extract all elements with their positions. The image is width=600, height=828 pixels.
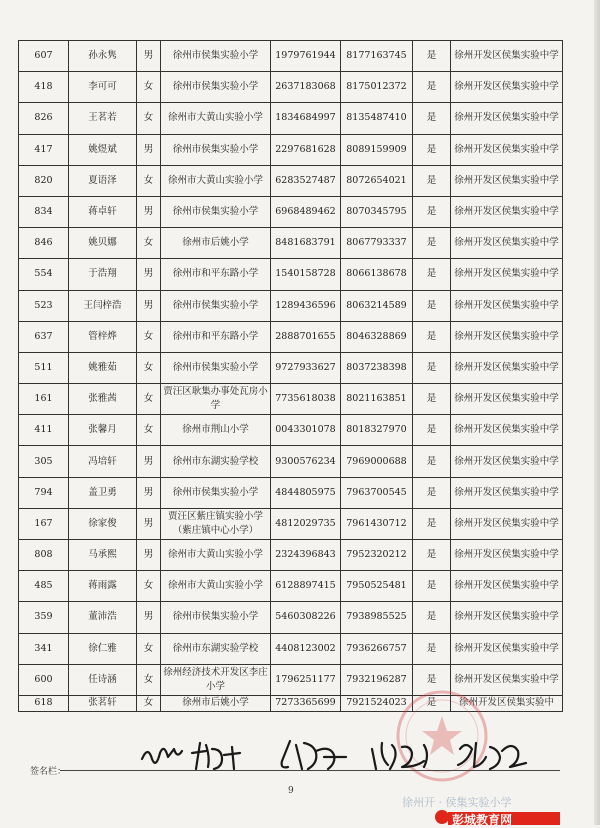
table-row bbox=[19, 384, 563, 415]
qualified-flag-cell: 是 bbox=[413, 259, 451, 290]
student-name-cell: 姚雅茹 bbox=[69, 352, 137, 383]
exam-number-cell: 9300576234 bbox=[271, 446, 341, 477]
student-id-cell: 794 bbox=[19, 477, 69, 508]
student-gender-cell: 女 bbox=[137, 321, 161, 352]
student-name-cell: 董沛浩 bbox=[69, 602, 137, 633]
score-code-cell: 7936266757 bbox=[341, 633, 413, 664]
student-id-cell: 637 bbox=[19, 321, 69, 352]
admitted-school-cell: 徐州开发区侯集实验中学 bbox=[451, 290, 563, 321]
primary-school-cell: 徐州经济技术开发区李庄小学 bbox=[161, 664, 271, 695]
table-row bbox=[19, 321, 563, 352]
student-id-cell: 485 bbox=[19, 571, 69, 602]
student-name-cell: 盖卫勇 bbox=[69, 477, 137, 508]
student-gender-cell: 女 bbox=[137, 415, 161, 446]
student-gender-cell: 女 bbox=[137, 633, 161, 664]
student-id-cell: 167 bbox=[19, 508, 69, 539]
exam-number-cell: 4844805975 bbox=[271, 477, 341, 508]
admitted-school-cell: 徐州开发区侯集实验中学 bbox=[451, 259, 563, 290]
student-name-cell: 徐家俊 bbox=[69, 508, 137, 539]
qualified-flag-cell: 是 bbox=[413, 321, 451, 352]
table-row bbox=[19, 540, 563, 571]
student-gender-cell: 男 bbox=[137, 196, 161, 227]
watermark-faint-text: 徐州开 · 侯集实验小学 bbox=[402, 796, 512, 809]
table-row bbox=[19, 633, 563, 664]
student-id-cell: 417 bbox=[19, 134, 69, 165]
table-row bbox=[19, 196, 563, 227]
exam-number-cell: 0043301078 bbox=[271, 415, 341, 446]
student-gender-cell: 女 bbox=[137, 695, 161, 711]
student-gender-cell: 男 bbox=[137, 477, 161, 508]
qualified-flag-cell: 是 bbox=[413, 384, 451, 415]
table-row bbox=[19, 134, 563, 165]
student-gender-cell: 男 bbox=[137, 259, 161, 290]
student-id-cell: 411 bbox=[19, 415, 69, 446]
student-name-cell: 王茗若 bbox=[69, 103, 137, 134]
student-gender-cell: 男 bbox=[137, 540, 161, 571]
student-name-cell: 张馨月 bbox=[69, 415, 137, 446]
page-edge bbox=[594, 0, 600, 825]
admitted-school-cell: 徐州开发区侯集实验中学 bbox=[451, 571, 563, 602]
admitted-school-cell: 徐州开发区侯集实验中学 bbox=[451, 41, 563, 72]
student-gender-cell: 男 bbox=[137, 602, 161, 633]
student-name-cell: 蒋卓轩 bbox=[69, 196, 137, 227]
qualified-flag-cell: 是 bbox=[413, 477, 451, 508]
student-gender-cell: 女 bbox=[137, 352, 161, 383]
table-row bbox=[19, 602, 563, 633]
exam-number-cell: 7735618038 bbox=[271, 384, 341, 415]
primary-school-cell: 徐州市和平东路小学 bbox=[161, 321, 271, 352]
primary-school-cell: 贾汪区耿集办事处瓦房小学 bbox=[161, 384, 271, 415]
qualified-flag-cell: 是 bbox=[413, 508, 451, 539]
table-row bbox=[19, 415, 563, 446]
exam-number-cell: 2637183068 bbox=[271, 72, 341, 103]
score-code-cell: 8046328869 bbox=[341, 321, 413, 352]
primary-school-cell: 徐州市侯集实验小学 bbox=[161, 290, 271, 321]
student-gender-cell: 女 bbox=[137, 228, 161, 259]
admitted-school-cell: 徐州开发区侯集实验中学 bbox=[451, 321, 563, 352]
student-gender-cell: 女 bbox=[137, 664, 161, 695]
score-code-cell: 8063214589 bbox=[341, 290, 413, 321]
primary-school-cell: 徐州市侯集实验小学 bbox=[161, 477, 271, 508]
student-id-cell: 161 bbox=[19, 384, 69, 415]
student-gender-cell: 男 bbox=[137, 134, 161, 165]
student-name-cell: 王闫梓浩 bbox=[69, 290, 137, 321]
exam-number-cell: 9727933627 bbox=[271, 352, 341, 383]
admitted-school-cell: 徐州开发区侯集实验中学 bbox=[451, 352, 563, 383]
exam-number-cell: 1540158728 bbox=[271, 259, 341, 290]
score-code-cell: 7938985525 bbox=[341, 602, 413, 633]
signature-line bbox=[60, 770, 560, 771]
student-name-cell: 张雅茜 bbox=[69, 384, 137, 415]
table-row bbox=[19, 72, 563, 103]
qualified-flag-cell: 是 bbox=[413, 228, 451, 259]
admitted-school-cell: 徐州开发区侯集实验中学 bbox=[451, 384, 563, 415]
admitted-school-cell: 徐州开发区侯集实验中学 bbox=[451, 602, 563, 633]
student-name-cell: 管梓烨 bbox=[69, 321, 137, 352]
student-gender-cell: 男 bbox=[137, 508, 161, 539]
exam-number-cell: 2297681628 bbox=[271, 134, 341, 165]
admitted-school-cell: 徐州开发区侯集实验中学 bbox=[451, 196, 563, 227]
exam-number-cell: 4812029735 bbox=[271, 508, 341, 539]
score-code-cell: 8070345795 bbox=[341, 196, 413, 227]
table-row bbox=[19, 571, 563, 602]
score-code-cell: 8177163745 bbox=[341, 41, 413, 72]
primary-school-cell: 贾汪区紫庄镇实验小学（紫庄镇中心小学） bbox=[161, 508, 271, 539]
student-name-cell: 张茗轩 bbox=[69, 695, 137, 711]
score-code-cell: 8135487410 bbox=[341, 103, 413, 134]
primary-school-cell: 徐州市东湖实验学校 bbox=[161, 446, 271, 477]
page-number: 9 bbox=[288, 786, 294, 796]
admitted-school-cell: 徐州开发区侯集实验中学 bbox=[451, 165, 563, 196]
score-code-cell: 7921524023 bbox=[341, 695, 413, 711]
table-row bbox=[19, 477, 563, 508]
student-gender-cell: 女 bbox=[137, 384, 161, 415]
exam-number-cell: 8481683791 bbox=[271, 228, 341, 259]
exam-number-cell: 6283527487 bbox=[271, 165, 341, 196]
student-gender-cell: 男 bbox=[137, 41, 161, 72]
score-code-cell: 8089159909 bbox=[341, 134, 413, 165]
table-row bbox=[19, 446, 563, 477]
table-row bbox=[19, 165, 563, 196]
score-code-cell: 7969000688 bbox=[341, 446, 413, 477]
admitted-school-cell: 徐州开发区侯集实验中学 bbox=[451, 72, 563, 103]
qualified-flag-cell: 是 bbox=[413, 72, 451, 103]
student-id-cell: 359 bbox=[19, 602, 69, 633]
admitted-school-cell: 徐州开发区侯集实验中学 bbox=[451, 540, 563, 571]
primary-school-cell: 徐州市侯集实验小学 bbox=[161, 602, 271, 633]
qualified-flag-cell: 是 bbox=[413, 633, 451, 664]
qualified-flag-cell: 是 bbox=[413, 134, 451, 165]
student-gender-cell: 女 bbox=[137, 103, 161, 134]
admitted-school-cell: 徐州开发区侯集实验中学 bbox=[451, 664, 563, 695]
score-code-cell: 8175012372 bbox=[341, 72, 413, 103]
score-code-cell: 8072654021 bbox=[341, 165, 413, 196]
student-id-cell: 846 bbox=[19, 228, 69, 259]
primary-school-cell: 徐州市大黄山实验小学 bbox=[161, 165, 271, 196]
primary-school-cell: 徐州市侯集实验小学 bbox=[161, 196, 271, 227]
student-roster-table bbox=[18, 40, 563, 712]
exam-number-cell: 1289436596 bbox=[271, 290, 341, 321]
student-id-cell: 341 bbox=[19, 633, 69, 664]
table-row bbox=[19, 259, 563, 290]
watermark-brand: 彭城教育网 bbox=[452, 813, 513, 827]
student-name-cell: 夏语泽 bbox=[69, 165, 137, 196]
score-code-cell: 7932196287 bbox=[341, 664, 413, 695]
score-code-cell: 7950525481 bbox=[341, 571, 413, 602]
admitted-school-cell: 徐州开发区侯集实验中学 bbox=[451, 446, 563, 477]
primary-school-cell: 徐州市侯集实验小学 bbox=[161, 134, 271, 165]
qualified-flag-cell: 是 bbox=[413, 695, 451, 711]
student-id-cell: 618 bbox=[19, 695, 69, 711]
student-name-cell: 李可可 bbox=[69, 72, 137, 103]
qualified-flag-cell: 是 bbox=[413, 165, 451, 196]
admitted-school-cell: 徐州开发区侯集实验中学 bbox=[451, 415, 563, 446]
student-name-cell: 姚煜斌 bbox=[69, 134, 137, 165]
qualified-flag-cell: 是 bbox=[413, 290, 451, 321]
qualified-flag-cell: 是 bbox=[413, 41, 451, 72]
primary-school-cell: 徐州市侯集实验小学 bbox=[161, 72, 271, 103]
student-name-cell: 冯培轩 bbox=[69, 446, 137, 477]
qualified-flag-cell: 是 bbox=[413, 602, 451, 633]
exam-number-cell: 5460308226 bbox=[271, 602, 341, 633]
student-name-cell: 于浩翔 bbox=[69, 259, 137, 290]
signature-field-label: 签名栏： bbox=[30, 767, 67, 777]
primary-school-cell: 徐州市后姚小学 bbox=[161, 695, 271, 711]
qualified-flag-cell: 是 bbox=[413, 352, 451, 383]
qualified-flag-cell: 是 bbox=[413, 446, 451, 477]
exam-number-cell: 1834684997 bbox=[271, 103, 341, 134]
score-code-cell: 8066138678 bbox=[341, 259, 413, 290]
table-row bbox=[19, 508, 563, 539]
student-name-cell: 蒋雨露 bbox=[69, 571, 137, 602]
student-id-cell: 554 bbox=[19, 259, 69, 290]
student-name-cell: 姚贝娜 bbox=[69, 228, 137, 259]
student-id-cell: 834 bbox=[19, 196, 69, 227]
student-id-cell: 305 bbox=[19, 446, 69, 477]
student-id-cell: 808 bbox=[19, 540, 69, 571]
qualified-flag-cell: 是 bbox=[413, 571, 451, 602]
primary-school-cell: 徐州市侯集实验小学 bbox=[161, 41, 271, 72]
table-row bbox=[19, 103, 563, 134]
qualified-flag-cell: 是 bbox=[413, 540, 451, 571]
qualified-flag-cell: 是 bbox=[413, 664, 451, 695]
exam-number-cell: 1979761944 bbox=[271, 41, 341, 72]
score-code-cell: 8018327970 bbox=[341, 415, 413, 446]
handwritten-signatures bbox=[140, 735, 580, 775]
student-gender-cell: 男 bbox=[137, 446, 161, 477]
exam-number-cell: 2888701655 bbox=[271, 321, 341, 352]
student-id-cell: 511 bbox=[19, 352, 69, 383]
exam-number-cell: 7273365699 bbox=[271, 695, 341, 711]
score-code-cell: 8037238398 bbox=[341, 352, 413, 383]
student-id-cell: 607 bbox=[19, 41, 69, 72]
student-name-cell: 任诗涵 bbox=[69, 664, 137, 695]
student-gender-cell: 女 bbox=[137, 165, 161, 196]
student-id-cell: 826 bbox=[19, 103, 69, 134]
student-gender-cell: 女 bbox=[137, 571, 161, 602]
exam-number-cell: 1796251177 bbox=[271, 664, 341, 695]
student-id-cell: 820 bbox=[19, 165, 69, 196]
primary-school-cell: 徐州市东湖实验学校 bbox=[161, 633, 271, 664]
table-row bbox=[19, 228, 563, 259]
admitted-school-cell: 徐州开发区侯集实验中 bbox=[451, 695, 563, 711]
student-id-cell: 600 bbox=[19, 664, 69, 695]
score-code-cell: 8067793337 bbox=[341, 228, 413, 259]
admitted-school-cell: 徐州开发区侯集实验中学 bbox=[451, 134, 563, 165]
table-row bbox=[19, 352, 563, 383]
primary-school-cell: 徐州市大黄山实验小学 bbox=[161, 571, 271, 602]
exam-number-cell: 6968489462 bbox=[271, 196, 341, 227]
primary-school-cell: 徐州市后姚小学 bbox=[161, 228, 271, 259]
primary-school-cell: 徐州市大黄山实验小学 bbox=[161, 103, 271, 134]
primary-school-cell: 徐州市侯集实验小学 bbox=[161, 352, 271, 383]
qualified-flag-cell: 是 bbox=[413, 103, 451, 134]
score-code-cell: 8021163851 bbox=[341, 384, 413, 415]
table-row bbox=[19, 290, 563, 321]
admitted-school-cell: 徐州开发区侯集实验中学 bbox=[451, 103, 563, 134]
student-gender-cell: 男 bbox=[137, 290, 161, 321]
roster-body bbox=[19, 41, 563, 712]
admitted-school-cell: 徐州开发区侯集实验中学 bbox=[451, 633, 563, 664]
watermark-logo-icon bbox=[435, 810, 449, 824]
student-name-cell: 马承熙 bbox=[69, 540, 137, 571]
qualified-flag-cell: 是 bbox=[413, 415, 451, 446]
admitted-school-cell: 徐州开发区侯集实验中学 bbox=[451, 228, 563, 259]
admitted-school-cell: 徐州开发区侯集实验中学 bbox=[451, 477, 563, 508]
exam-number-cell: 4408123002 bbox=[271, 633, 341, 664]
admitted-school-cell: 徐州开发区侯集实验中学 bbox=[451, 508, 563, 539]
qualified-flag-cell: 是 bbox=[413, 196, 451, 227]
primary-school-cell: 徐州市荆山小学 bbox=[161, 415, 271, 446]
score-code-cell: 7952320212 bbox=[341, 540, 413, 571]
table-row bbox=[19, 41, 563, 72]
exam-number-cell: 2324396843 bbox=[271, 540, 341, 571]
student-id-cell: 418 bbox=[19, 72, 69, 103]
score-code-cell: 7963700545 bbox=[341, 477, 413, 508]
primary-school-cell: 徐州市和平东路小学 bbox=[161, 259, 271, 290]
student-id-cell: 523 bbox=[19, 290, 69, 321]
primary-school-cell: 徐州市大黄山实验小学 bbox=[161, 540, 271, 571]
student-gender-cell: 女 bbox=[137, 72, 161, 103]
student-name-cell: 徐仁雅 bbox=[69, 633, 137, 664]
exam-number-cell: 6128897415 bbox=[271, 571, 341, 602]
score-code-cell: 7961430712 bbox=[341, 508, 413, 539]
student-name-cell: 孙永隽 bbox=[69, 41, 137, 72]
